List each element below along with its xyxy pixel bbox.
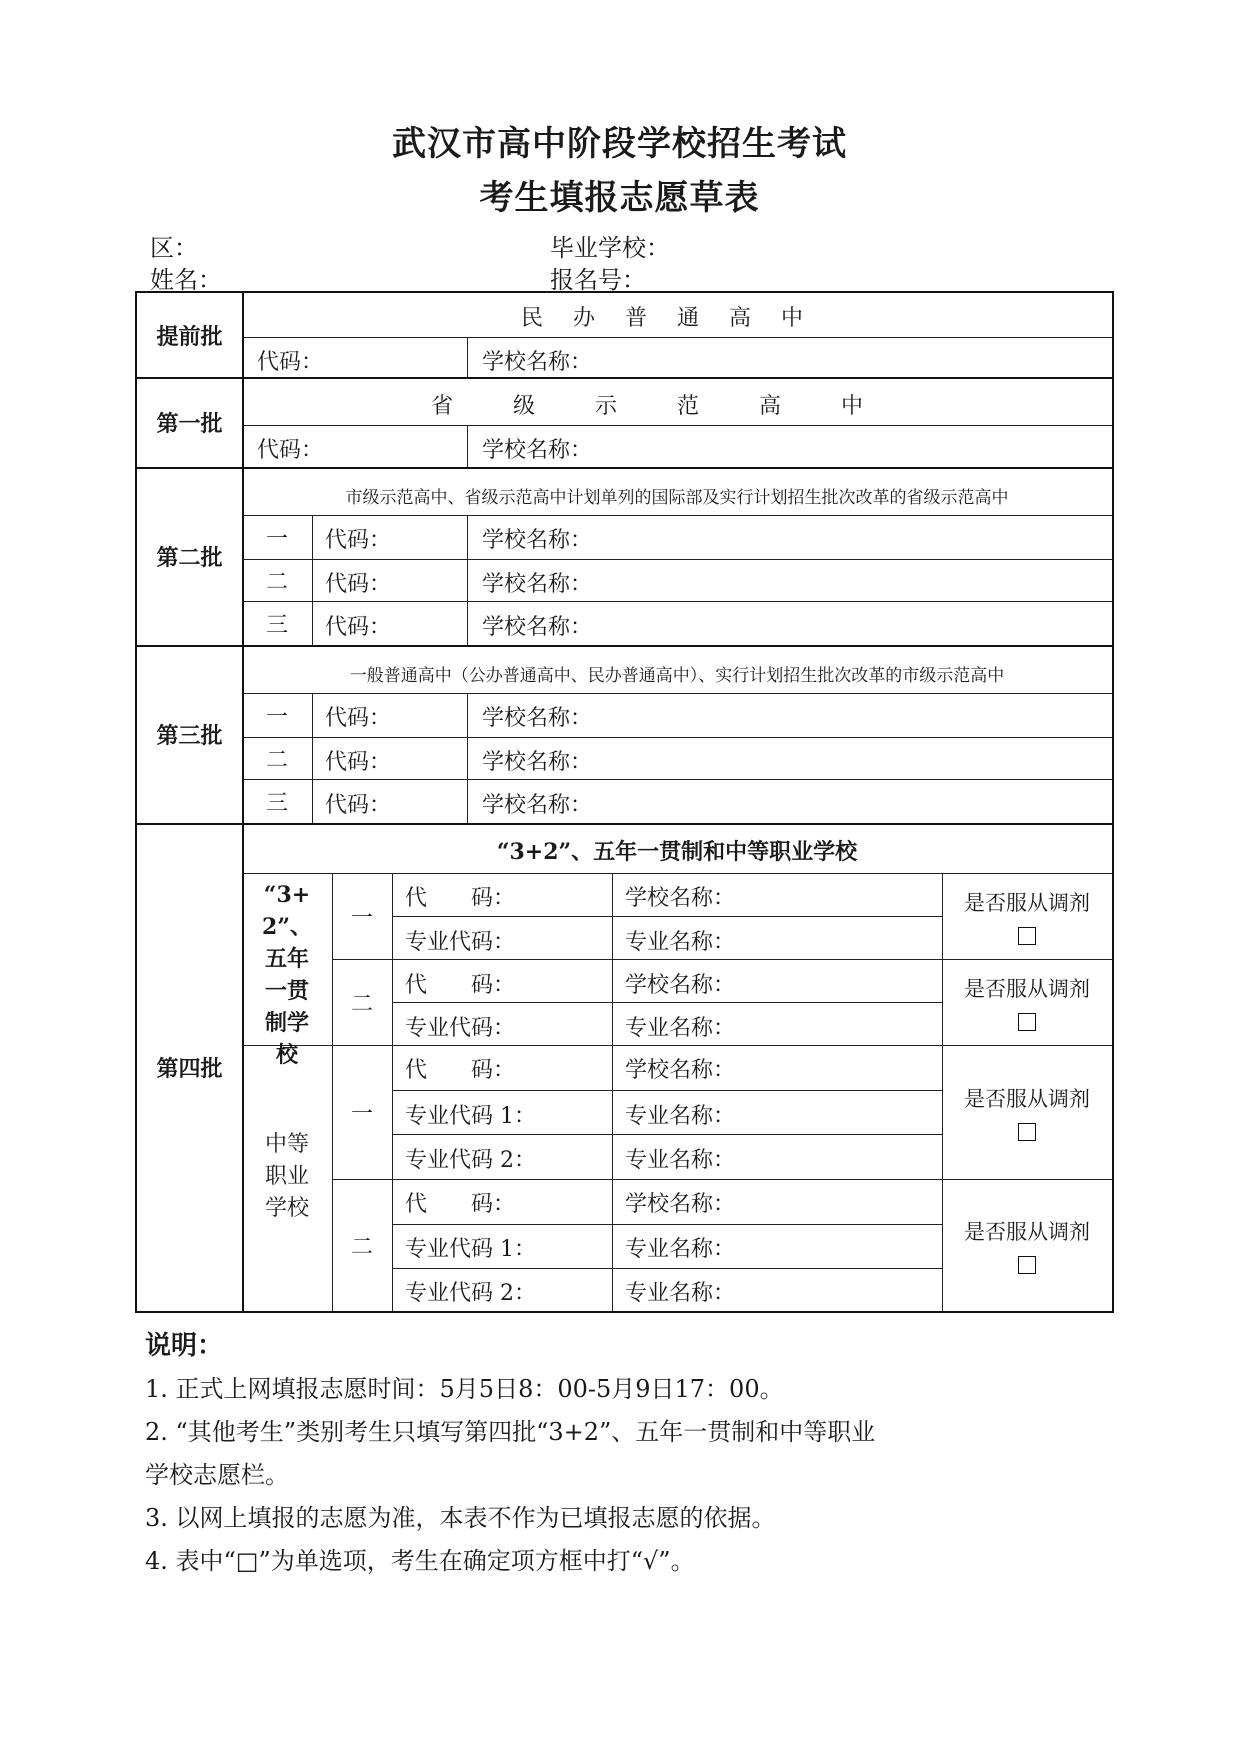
group-b-1-adjust-checkbox[interactable] <box>1018 1123 1036 1141</box>
batch-3-label: 第三批 <box>156 722 223 749</box>
batch-2-row-1-school[interactable]: 学校名称： <box>482 528 593 553</box>
batch-2-row-3-code[interactable]: 代码： <box>325 615 392 640</box>
group-b-1-major-name-2[interactable]: 专业名称： <box>625 1148 736 1173</box>
note-item-2-cont: 学校志愿栏。 <box>145 1461 289 1489</box>
name-field[interactable]: 姓名： <box>150 266 222 294</box>
group-a-2-major-code[interactable]: 专业代码： <box>405 1016 516 1041</box>
group-a-2-adjust-checkbox[interactable] <box>1018 1013 1036 1031</box>
batch-3-row-1-code[interactable]: 代码： <box>325 706 392 731</box>
batch-2-row-2-school[interactable]: 学校名称： <box>482 572 593 597</box>
group-b-choice-2-num: 二 <box>350 1234 373 1260</box>
group-a-1-major-code[interactable]: 专业代码： <box>405 930 516 955</box>
group-b-1-major-code-2[interactable]: 专业代码 2： <box>405 1148 536 1173</box>
batch-2-row-3-num: 三 <box>265 612 288 638</box>
notes-title: 说明： <box>145 1331 224 1361</box>
group-vocational-label: 中等职业学校 <box>264 1132 309 1221</box>
batch-early-label: 提前批 <box>156 323 223 350</box>
group-b-1-school[interactable]: 学校名称： <box>625 1058 736 1083</box>
group-a-2-school[interactable]: 学校名称： <box>625 973 736 998</box>
district-field[interactable]: 区： <box>150 234 198 262</box>
group-b-2-major-code-2[interactable]: 专业代码 2： <box>405 1281 536 1306</box>
note-item-2: 2. “其他考生”类别考生只填写第四批“3+2”、五年一贯制和中等职业 <box>145 1418 876 1446</box>
group-b-1-major-code-1[interactable]: 专业代码 1： <box>405 1104 536 1129</box>
batch-1-header: 省级示范高中 <box>430 394 923 419</box>
group-a-choice-1-num: 一 <box>350 905 373 931</box>
group-b-1-code[interactable]: 代 码： <box>405 1058 516 1083</box>
group-a-2-adjust <box>942 959 1112 1045</box>
batch-early-code[interactable]: 代码： <box>257 350 324 375</box>
batch-3-header: 一般普通高中（公办普通高中、民办普通高中）、实行计划招生批次改革的市级示范高中 <box>349 666 1005 686</box>
group-b-2-major-code-1[interactable]: 专业代码 1： <box>405 1237 536 1262</box>
group-b-2-code[interactable]: 代 码： <box>405 1192 516 1217</box>
registration-number-field[interactable]: 报名号： <box>550 266 646 294</box>
group-a-choice-2-num: 二 <box>350 991 373 1017</box>
group-a-1-adjust-checkbox[interactable] <box>1018 927 1036 945</box>
note-item-1: 1. 正式上网填报志愿时间：5月5日8：00-5月9日17：00。 <box>145 1375 784 1403</box>
graduate-school-field[interactable]: 毕业学校： <box>550 234 670 262</box>
batch-2-row-3-school[interactable]: 学校名称： <box>482 615 593 640</box>
batch-early-school[interactable]: 学校名称： <box>482 350 593 375</box>
group-b-1-adjust <box>942 1045 1112 1179</box>
group-b-2-school[interactable]: 学校名称： <box>625 1192 736 1217</box>
group-a-1-major-name[interactable]: 专业名称： <box>625 930 736 955</box>
batch-2-row-1-num: 一 <box>265 526 288 552</box>
group-a-1-adjust <box>942 873 1112 959</box>
batch-4-label: 第四批 <box>156 1055 223 1082</box>
group-a-1-adjust-label: 是否服从调剂 <box>964 891 1090 915</box>
group-a-2-adjust-label: 是否服从调剂 <box>964 977 1090 1001</box>
batch-3-row-2-num: 二 <box>265 747 288 773</box>
batch-3-row-3-num: 三 <box>265 790 288 816</box>
batch-1-school[interactable]: 学校名称： <box>482 438 593 463</box>
group-b-1-major-name-1[interactable]: 专业名称： <box>625 1104 736 1129</box>
batch-3-row-1-school[interactable]: 学校名称： <box>482 706 593 731</box>
batch-3-row-3-school[interactable]: 学校名称： <box>482 793 593 818</box>
note-item-3: 3. 以网上填报的志愿为准，本表不作为已填报志愿的依据。 <box>145 1504 776 1532</box>
form-subtitle: 考生填报志愿草表 <box>479 178 760 218</box>
group-b-1-adjust-label: 是否服从调剂 <box>964 1087 1090 1111</box>
group-b-2-major-name-1[interactable]: 专业名称： <box>625 1237 736 1262</box>
batch-3-row-2-code[interactable]: 代码： <box>325 750 392 775</box>
batch-3-row-1-num: 一 <box>265 704 288 730</box>
group-b-choice-1-num: 一 <box>350 1101 373 1127</box>
form-title: 武汉市高中阶段学校招生考试 <box>392 124 847 164</box>
batch-2-header: 市级示范高中、省级示范高中计划单列的国际部及实行计划招生批次改革的省级示范高中 <box>345 488 1009 508</box>
batch-2-row-2-num: 二 <box>265 569 288 595</box>
batch-1-label: 第一批 <box>156 410 223 437</box>
group-b-2-adjust-label: 是否服从调剂 <box>964 1220 1090 1244</box>
group-b-2-adjust-checkbox[interactable] <box>1018 1256 1036 1274</box>
group-a-2-code[interactable]: 代 码： <box>405 973 516 998</box>
group-a-1-school[interactable]: 学校名称： <box>625 886 736 911</box>
batch-2-label: 第二批 <box>156 544 223 571</box>
batch-3-row-2-school[interactable]: 学校名称： <box>482 750 593 775</box>
batch-3-row-3-code[interactable]: 代码： <box>325 793 392 818</box>
group-a-2-major-name[interactable]: 专业名称： <box>625 1016 736 1041</box>
group-b-2-adjust <box>942 1179 1112 1311</box>
group-a-1-code[interactable]: 代 码： <box>405 886 516 911</box>
batch-2-row-2-code[interactable]: 代码： <box>325 572 392 597</box>
batch-1-code[interactable]: 代码： <box>257 438 324 463</box>
notes-section <box>145 1325 875 1583</box>
batch-early-header: 民办普通高中 <box>520 306 833 331</box>
group-3plus2-label: “3+2”、五年一贯制学校 <box>262 882 312 1068</box>
application-form-table <box>135 291 1114 1313</box>
group-b-2-major-name-2[interactable]: 专业名称： <box>625 1281 736 1306</box>
batch-4-header: “3+2”、五年一贯制和中等职业学校 <box>496 839 858 865</box>
batch-2-row-1-code[interactable]: 代码： <box>325 528 392 553</box>
note-item-4: 4. 表中“□”为单选项，考生在确定项方框中打“√”。 <box>145 1547 695 1575</box>
